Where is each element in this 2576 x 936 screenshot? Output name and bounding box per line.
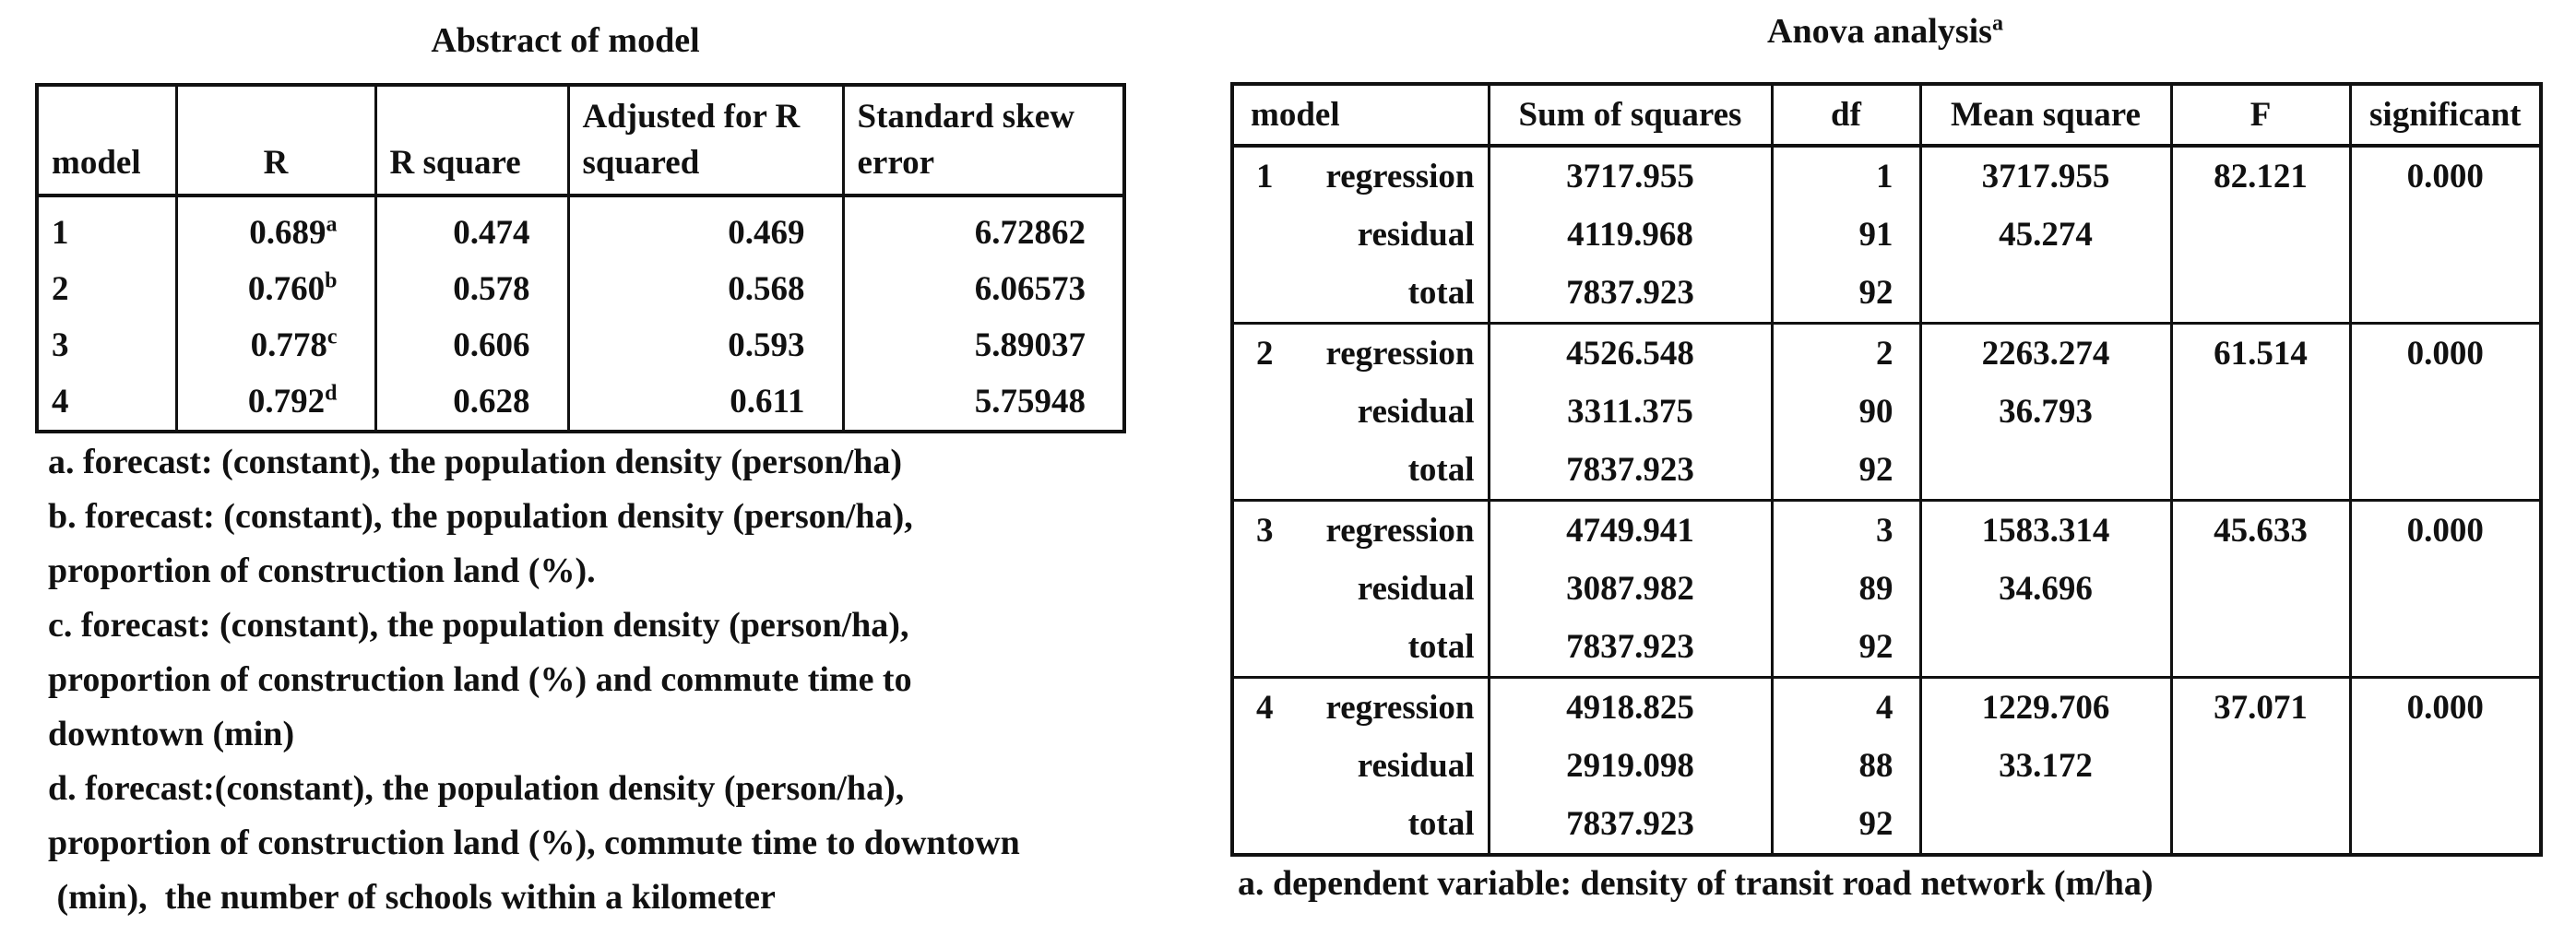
df-value: 1 bbox=[1772, 146, 1920, 206]
df-value: 3 bbox=[1772, 501, 1920, 561]
df-value: 89 bbox=[1772, 560, 1920, 618]
note-line: c. forecast: (constant), the population density (person/ha), bbox=[48, 606, 909, 645]
dependent-variable-note: a. dependent variable: density of transit road network (m/ha) bbox=[1238, 864, 2154, 903]
mean-square-value: 36.793 bbox=[1920, 383, 2171, 441]
f-value: 37.071 bbox=[2171, 678, 2350, 738]
source-text: regression bbox=[1325, 512, 1475, 550]
source-label bbox=[1232, 264, 1489, 324]
significance-value: 0.000 bbox=[2350, 324, 2541, 384]
model-number: 1 bbox=[1256, 158, 1274, 195]
anova-row bbox=[1232, 678, 2541, 738]
standard-error-value: 6.06573 bbox=[843, 261, 1124, 317]
model-number: 4 bbox=[52, 383, 69, 421]
sum-of-squares-value: 4526.548 bbox=[1489, 324, 1772, 384]
mean-square-value: 1583.314 bbox=[1920, 501, 2171, 561]
model-number: 1 bbox=[52, 214, 69, 252]
anova-row bbox=[1232, 737, 2541, 795]
r-footnote: c bbox=[326, 325, 338, 350]
source-label bbox=[1232, 560, 1489, 618]
mean-square-value bbox=[1920, 618, 2171, 678]
anova-table bbox=[1230, 82, 2543, 857]
r-value bbox=[176, 195, 375, 261]
mean-square-value bbox=[1920, 264, 2171, 324]
note-line: downtown (min) bbox=[48, 715, 295, 753]
f-value: 45.633 bbox=[2171, 501, 2350, 561]
anova-row bbox=[1232, 264, 2541, 324]
anova-title bbox=[1230, 11, 2540, 52]
mean-square-value bbox=[1920, 441, 2171, 501]
header-mean-square: Mean square bbox=[1920, 84, 2171, 146]
significance-value bbox=[2350, 383, 2541, 441]
header-model: model bbox=[1251, 96, 1340, 134]
note-line: proportion of construction land (%) and commute time to bbox=[48, 660, 912, 699]
mean-square-value bbox=[1920, 795, 2171, 855]
mean-square-value: 33.172 bbox=[1920, 737, 2171, 795]
df-value: 88 bbox=[1772, 737, 1920, 795]
model-number: 2 bbox=[52, 270, 69, 308]
r-square-value: 0.628 bbox=[375, 373, 568, 432]
model-number: 3 bbox=[1256, 512, 1274, 550]
significance-value bbox=[2350, 737, 2541, 795]
r-footnote: a bbox=[326, 212, 338, 237]
f-value bbox=[2171, 795, 2350, 855]
source-label bbox=[1232, 146, 1489, 206]
model-number: 4 bbox=[1256, 689, 1274, 727]
header-model: model bbox=[52, 144, 141, 182]
r-value bbox=[176, 317, 375, 373]
significance-value bbox=[2350, 441, 2541, 501]
header-r: R bbox=[176, 85, 375, 195]
standard-error-value: 6.72862 bbox=[843, 195, 1124, 261]
r-square-value: 0.474 bbox=[375, 195, 568, 261]
source-label bbox=[1232, 678, 1489, 738]
f-value bbox=[2171, 618, 2350, 678]
anova-row bbox=[1232, 146, 2541, 206]
summary-title: Abstract of model bbox=[431, 21, 700, 60]
sum-of-squares-value: 4918.825 bbox=[1489, 678, 1772, 738]
source-text: total bbox=[1407, 451, 1475, 489]
adjusted-r-square-value: 0.593 bbox=[568, 317, 843, 373]
significance-value: 0.000 bbox=[2350, 678, 2541, 738]
standard-error-value: 5.89037 bbox=[843, 317, 1124, 373]
adjusted-r-square-value: 0.568 bbox=[568, 261, 843, 317]
source-label bbox=[1232, 737, 1489, 795]
summary-row bbox=[37, 195, 1124, 261]
sum-of-squares-value: 7837.923 bbox=[1489, 795, 1772, 855]
anova-title-footnote: a bbox=[1991, 11, 2003, 36]
anova-row bbox=[1232, 324, 2541, 384]
note-line: d. forecast:(constant), the population density (person/ha), bbox=[48, 769, 905, 808]
summary-header-row bbox=[37, 85, 1124, 195]
f-value bbox=[2171, 441, 2350, 501]
source-label bbox=[1232, 206, 1489, 264]
sum-of-squares-value: 7837.923 bbox=[1489, 618, 1772, 678]
sum-of-squares-value: 3087.982 bbox=[1489, 560, 1772, 618]
anova-row bbox=[1232, 501, 2541, 561]
header-significant: significant bbox=[2350, 84, 2541, 146]
source-text: regression bbox=[1325, 158, 1475, 195]
anova-row bbox=[1232, 441, 2541, 501]
r-footnote: d bbox=[325, 381, 338, 406]
r-number: 0.792 bbox=[247, 383, 326, 421]
r-footnote: b bbox=[325, 268, 338, 293]
r-number: 0.760 bbox=[247, 270, 326, 308]
adjusted-r-square-value: 0.469 bbox=[568, 195, 843, 261]
summary-row bbox=[37, 261, 1124, 317]
source-text: residual bbox=[1357, 393, 1475, 431]
source-text: regression bbox=[1325, 689, 1475, 727]
source-label bbox=[1232, 795, 1489, 855]
header-df: df bbox=[1772, 84, 1920, 146]
model-number: 3 bbox=[52, 326, 69, 364]
f-value: 61.514 bbox=[2171, 324, 2350, 384]
df-value: 92 bbox=[1772, 618, 1920, 678]
sum-of-squares-value: 2919.098 bbox=[1489, 737, 1772, 795]
note-line: (min), the number of schools within a kilometer bbox=[48, 878, 776, 917]
f-value bbox=[2171, 560, 2350, 618]
source-text: residual bbox=[1357, 216, 1475, 254]
note-line: proportion of construction land (%). bbox=[48, 551, 596, 590]
source-label bbox=[1232, 441, 1489, 501]
significance-value: 0.000 bbox=[2350, 146, 2541, 206]
source-text: residual bbox=[1357, 570, 1475, 608]
sum-of-squares-value: 4749.941 bbox=[1489, 501, 1772, 561]
anova-row bbox=[1232, 795, 2541, 855]
f-value bbox=[2171, 206, 2350, 264]
r-square-value: 0.606 bbox=[375, 317, 568, 373]
mean-square-value: 45.274 bbox=[1920, 206, 2171, 264]
anova-row bbox=[1232, 383, 2541, 441]
note-line: proportion of construction land (%), commute time to downtown bbox=[48, 823, 1020, 862]
source-label bbox=[1232, 383, 1489, 441]
sum-of-squares-value: 7837.923 bbox=[1489, 441, 1772, 501]
header-r-square: R square bbox=[375, 85, 568, 195]
header-f: F bbox=[2171, 84, 2350, 146]
summary-row bbox=[37, 317, 1124, 373]
f-value bbox=[2171, 264, 2350, 324]
df-value: 91 bbox=[1772, 206, 1920, 264]
source-text: total bbox=[1407, 805, 1475, 843]
f-value: 82.121 bbox=[2171, 146, 2350, 206]
df-value: 92 bbox=[1772, 264, 1920, 324]
r-value bbox=[176, 261, 375, 317]
header-standard-error: Standard skew error bbox=[843, 85, 1124, 195]
mean-square-value: 3717.955 bbox=[1920, 146, 2171, 206]
source-text: residual bbox=[1357, 747, 1475, 785]
source-label bbox=[1232, 501, 1489, 561]
sum-of-squares-value: 3311.375 bbox=[1489, 383, 1772, 441]
standard-error-value: 5.75948 bbox=[843, 373, 1124, 432]
anova-header-row bbox=[1232, 84, 2541, 146]
r-square-value: 0.578 bbox=[375, 261, 568, 317]
model-summary-table bbox=[35, 83, 1126, 433]
df-value: 2 bbox=[1772, 324, 1920, 384]
adjusted-r-square-value: 0.611 bbox=[568, 373, 843, 432]
significance-value bbox=[2350, 560, 2541, 618]
anova-row bbox=[1232, 560, 2541, 618]
anova-row bbox=[1232, 206, 2541, 264]
df-value: 92 bbox=[1772, 795, 1920, 855]
sum-of-squares-value: 7837.923 bbox=[1489, 264, 1772, 324]
note-line: b. forecast: (constant), the population density (person/ha), bbox=[48, 497, 913, 536]
model-number: 2 bbox=[1256, 335, 1274, 373]
anova-row bbox=[1232, 618, 2541, 678]
source-text: regression bbox=[1325, 335, 1475, 373]
mean-square-value: 2263.274 bbox=[1920, 324, 2171, 384]
f-value bbox=[2171, 737, 2350, 795]
r-number: 0.689 bbox=[249, 214, 326, 252]
significance-value bbox=[2350, 206, 2541, 264]
mean-square-value: 1229.706 bbox=[1920, 678, 2171, 738]
sum-of-squares-value: 3717.955 bbox=[1489, 146, 1772, 206]
significance-value bbox=[2350, 795, 2541, 855]
source-text: total bbox=[1407, 628, 1475, 666]
significance-value bbox=[2350, 264, 2541, 324]
mean-square-value: 34.696 bbox=[1920, 560, 2171, 618]
r-number: 0.778 bbox=[250, 326, 327, 364]
note-line: a. forecast: (constant), the population density (person/ha) bbox=[48, 443, 903, 481]
source-text: total bbox=[1407, 274, 1475, 312]
header-adjusted-r-squared: Adjusted for R squared bbox=[568, 85, 843, 195]
sum-of-squares-value: 4119.968 bbox=[1489, 206, 1772, 264]
summary-row bbox=[37, 373, 1124, 432]
df-value: 92 bbox=[1772, 441, 1920, 501]
significance-value: 0.000 bbox=[2350, 501, 2541, 561]
f-value bbox=[2171, 383, 2350, 441]
source-label bbox=[1232, 324, 1489, 384]
anova-title-text: Anova analysis bbox=[1767, 12, 1992, 51]
significance-value bbox=[2350, 618, 2541, 678]
df-value: 90 bbox=[1772, 383, 1920, 441]
source-label bbox=[1232, 618, 1489, 678]
r-value bbox=[176, 373, 375, 432]
df-value: 4 bbox=[1772, 678, 1920, 738]
header-sum-of-squares: Sum of squares bbox=[1489, 84, 1772, 146]
forecast-notes bbox=[48, 435, 1182, 925]
